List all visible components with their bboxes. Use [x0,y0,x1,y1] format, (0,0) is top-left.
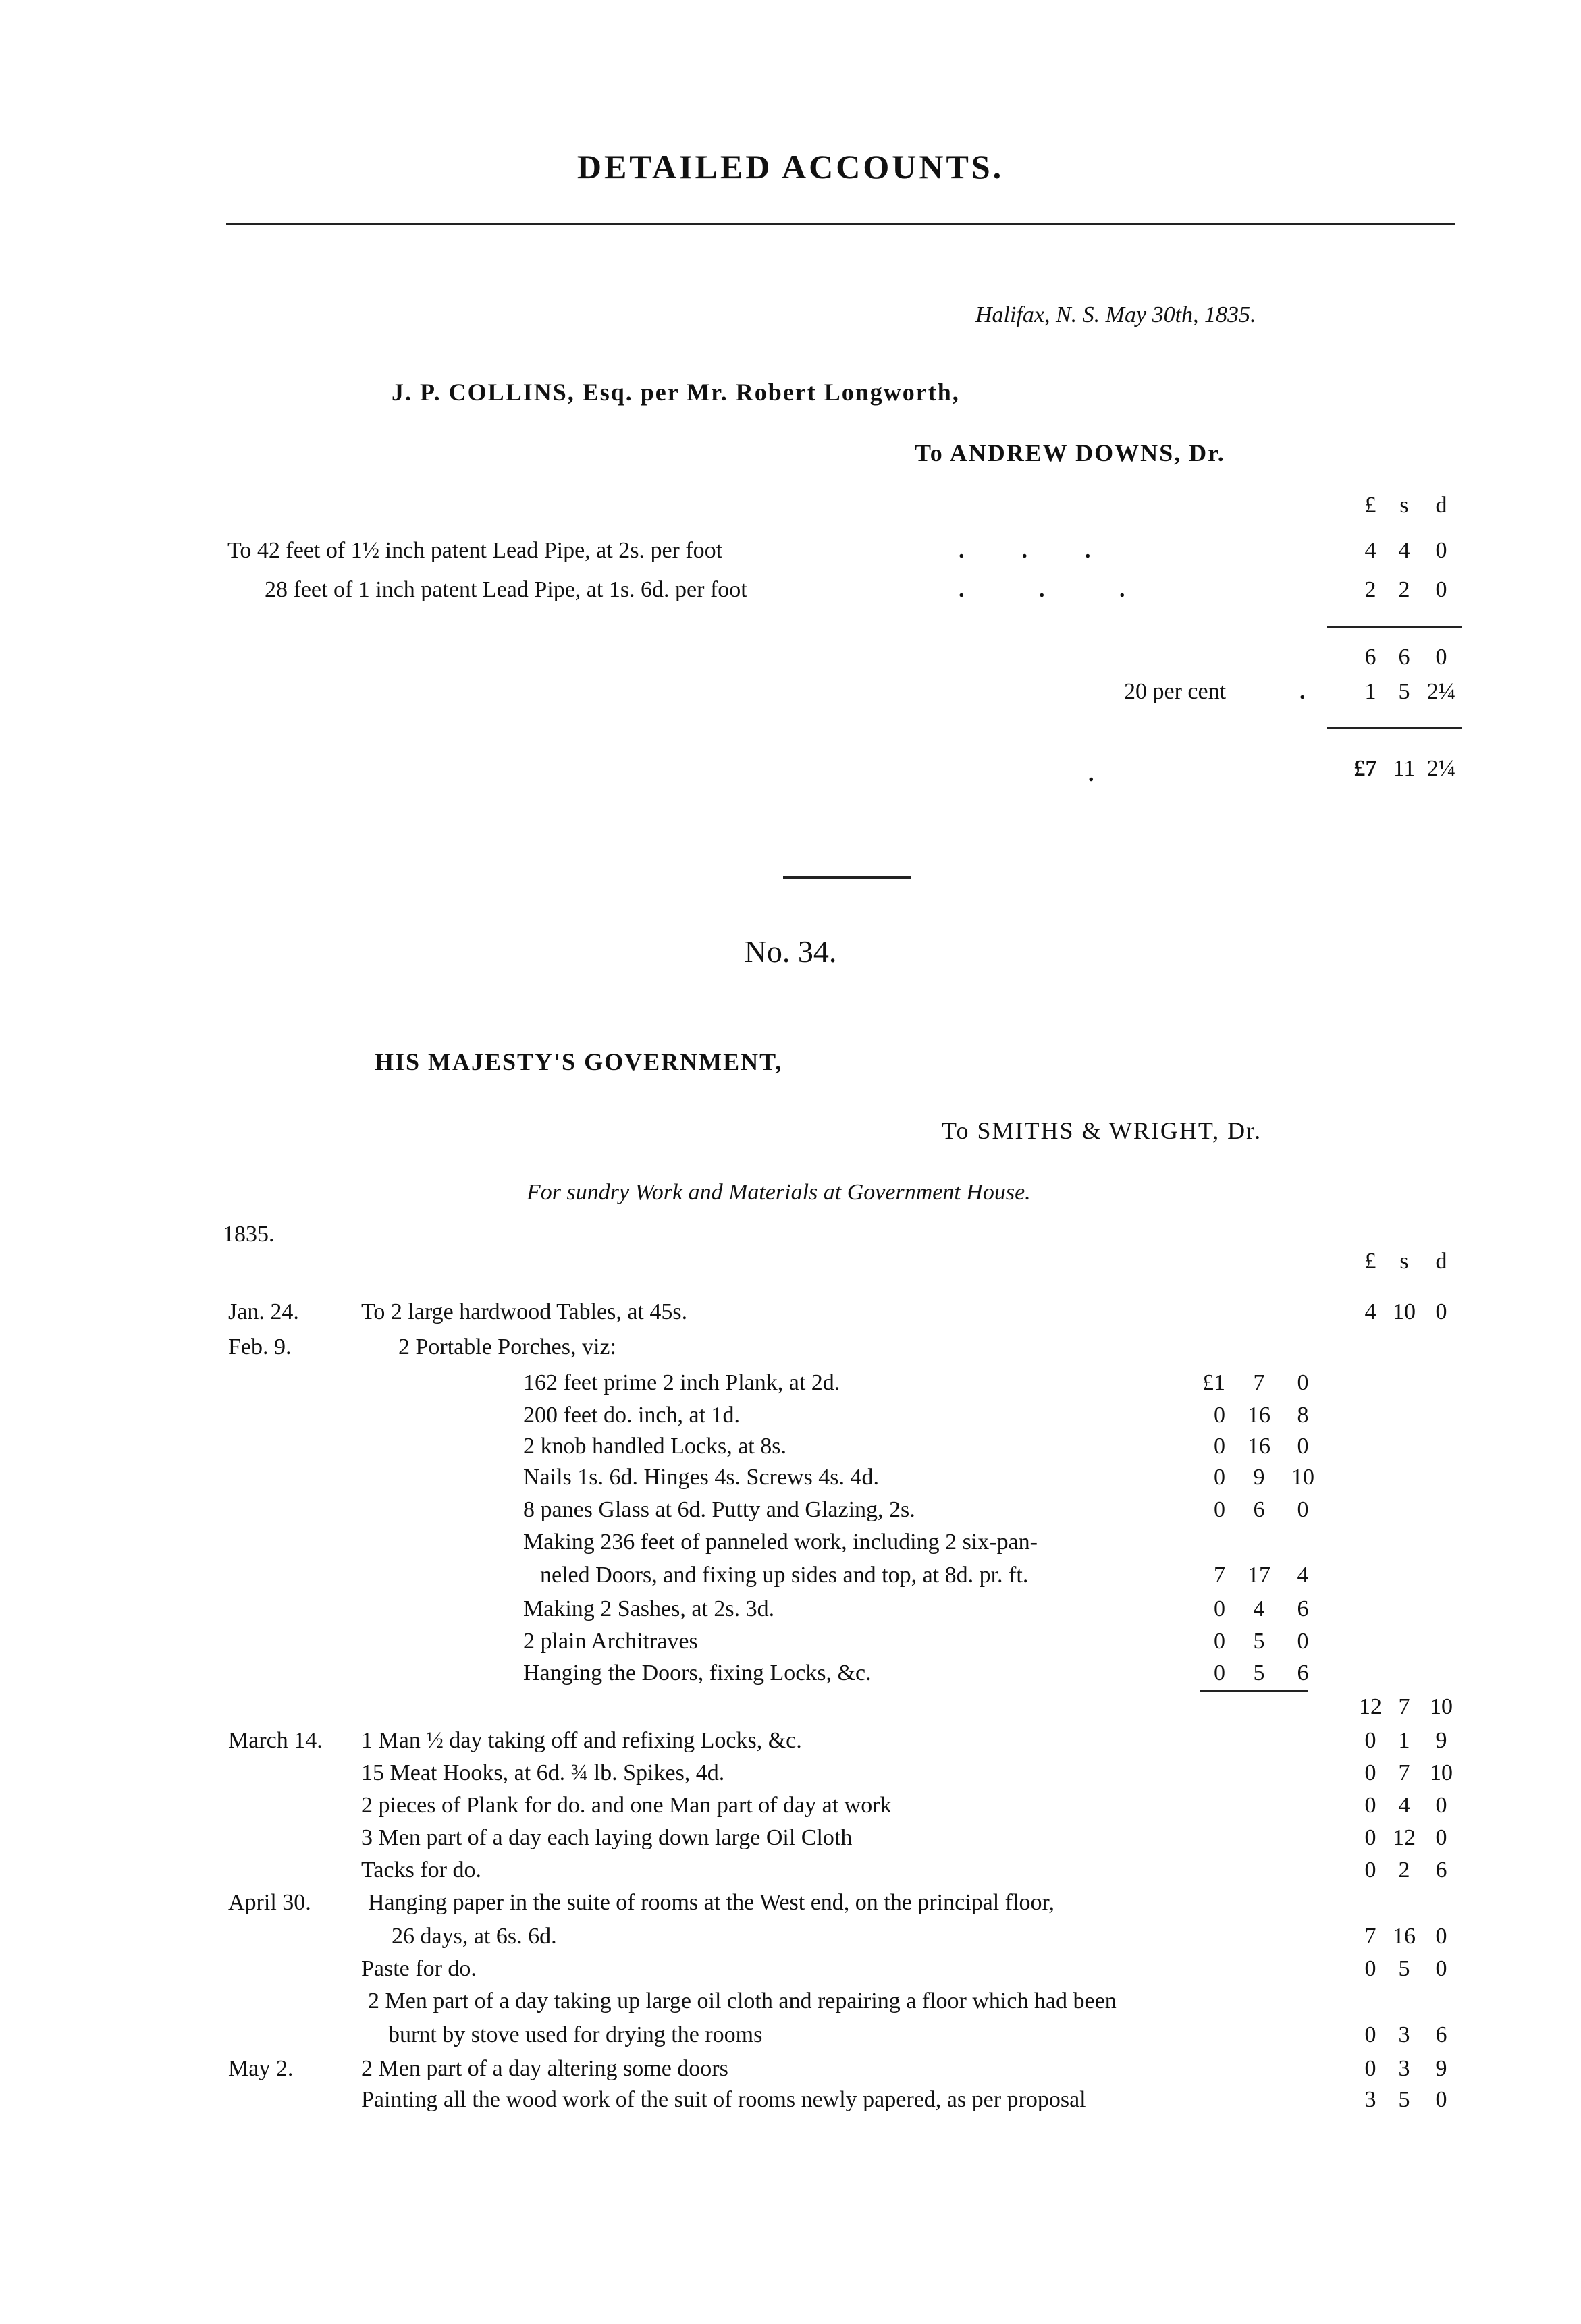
item-pence: 10 [1291,1465,1314,1490]
item-pounds: 0 [1214,1629,1225,1654]
sum-rule [1200,1690,1308,1692]
percent-pence: 2¼ [1426,679,1456,704]
row-date: May 2. [228,2056,294,2081]
row-description: Tacks for do. [361,1858,481,1883]
amount-shillings: 4 [1398,538,1410,563]
row-description: 8 panes Glass at 6d. Putty and Glazing, 2s. [523,1497,915,1522]
item-line: To 42 feet of 1½ inch patent Lead Pipe, at 2s. per foot [227,538,723,563]
amount-pence: 9 [1435,2056,1447,2081]
row-description: Making 2 Sashes, at 2s. 3d. [523,1596,775,1621]
row-description: 2 pieces of Plank for do. and one Man part of day at work [361,1793,892,1818]
item-pence: 0 [1297,1370,1309,1395]
col-header-pounds: £ [1364,1249,1376,1274]
amount-pounds: 3 [1364,2087,1376,2112]
amount-pence: 0 [1435,1956,1447,1981]
amount-pence: 6 [1435,1858,1447,1883]
amount-pence: 0 [1435,1924,1447,1949]
amount-pounds: 12 [1359,1694,1382,1719]
debtor-name: J. P. COLLINS, Esq. per Mr. Robert Longworth, [392,379,960,406]
item-pence: 6 [1297,1660,1309,1685]
amount-shillings: 1 [1398,1728,1410,1753]
amount-pence: 0 [1435,1793,1447,1818]
item-pounds: 0 [1214,1596,1225,1621]
row-date: Jan. 24. [228,1299,299,1324]
amount-pounds: 0 [1364,1825,1376,1850]
sum-rule [1327,626,1462,628]
row-description: 15 Meat Hooks, at 6d. ¾ lb. Spikes, 4d. [361,1760,725,1785]
row-description: To 2 large hardwood Tables, at 45s. [361,1299,688,1324]
item-pence: 6 [1297,1596,1309,1621]
leader-dots: . [1299,679,1306,704]
amount-shillings: 7 [1398,1694,1410,1719]
row-description: neled Doors, and fixing up sides and top, at 8d. pr. ft. [540,1563,1029,1588]
creditor-name: To ANDREW DOWNS, Dr. [915,439,1225,466]
section-divider [783,876,911,879]
amount-pence: 10 [1430,1694,1453,1719]
item-pence: 0 [1297,1434,1309,1459]
percent-shillings: 5 [1398,679,1410,704]
row-description: Hanging paper in the suite of rooms at the West end, on the principal floor, [368,1890,1054,1915]
percent-label: 20 per cent [1124,679,1227,704]
amount-pence: 0 [1435,1299,1447,1324]
item-pounds: 7 [1214,1563,1225,1588]
item-shillings: 4 [1253,1596,1265,1621]
item-pence: 4 [1297,1563,1309,1588]
subtotal-pence: 0 [1435,645,1447,670]
row-description: Making 236 feet of panneled work, including 2 six-pan- [523,1530,1038,1555]
amount-shillings: 5 [1398,2087,1410,2112]
total-pounds: £7 [1354,756,1377,781]
amount-pence: 6 [1435,2022,1447,2047]
amount-pounds: 7 [1364,1924,1376,1949]
leader-dots: . [1088,761,1094,786]
amount-shillings: 12 [1393,1825,1416,1850]
amount-pence: 0 [1435,538,1447,563]
amount-shillings: 2 [1398,577,1410,602]
col-header-shillings: s [1399,1249,1409,1274]
col-header-pence: d [1435,493,1447,518]
percent-pounds: 1 [1364,679,1376,704]
amount-pounds: 4 [1364,538,1376,563]
amount-pence: 9 [1435,1728,1447,1753]
amount-shillings: 5 [1398,1956,1410,1981]
amount-pounds: 0 [1364,1760,1376,1785]
row-description: 2 knob handled Locks, at 8s. [523,1434,786,1459]
row-description: 2 Men part of a day taking up large oil cloth and repairing a floor which had been [368,1989,1117,2014]
row-description: Painting all the wood work of the suit of rooms newly papered, as per proposal [361,2087,1086,2112]
subtotal-pounds: 6 [1364,645,1376,670]
item-pounds: 0 [1214,1403,1225,1428]
item-pence: 0 [1297,1497,1309,1522]
amount-shillings: 3 [1398,2022,1410,2047]
item-pounds: 0 [1214,1497,1225,1522]
amount-pounds: 2 [1364,577,1376,602]
item-shillings: 5 [1253,1660,1265,1685]
row-description: burnt by stove used for drying the rooms [388,2022,763,2047]
col-header-pounds: £ [1364,493,1376,518]
amount-shillings: 10 [1393,1299,1416,1324]
row-date: March 14. [228,1728,323,1753]
amount-pounds: 0 [1364,1793,1376,1818]
amount-pence: 0 [1435,577,1447,602]
row-description: Nails 1s. 6d. Hinges 4s. Screws 4s. 4d. [523,1465,879,1490]
item-shillings: 9 [1253,1465,1265,1490]
row-description: 1 Man ½ day taking off and refixing Locks, &c. [361,1728,802,1753]
amount-shillings: 2 [1398,1858,1410,1883]
item-pounds: 0 [1214,1434,1225,1459]
item-line: 28 feet of 1 inch patent Lead Pipe, at 1s. 6d. per foot [265,577,747,602]
total-shillings: 11 [1393,756,1416,781]
item-pounds: 0 [1214,1465,1225,1490]
col-header-shillings: s [1399,493,1409,518]
col-header-pence: d [1435,1249,1447,1274]
account-number: No. 34. [744,934,837,969]
amount-pounds: 0 [1364,1858,1376,1883]
item-pounds: £1 [1202,1370,1225,1395]
item-shillings: 7 [1253,1370,1265,1395]
row-description: 2 Portable Porches, viz: [398,1334,616,1359]
amount-pence: 0 [1435,1825,1447,1850]
amount-shillings: 7 [1398,1760,1410,1785]
row-description: 2 plain Architraves [523,1629,698,1654]
row-description: 3 Men part of a day each laying down large Oil Cloth [361,1825,853,1850]
row-description: Hanging the Doors, fixing Locks, &c. [523,1660,872,1685]
amount-pounds: 0 [1364,2056,1376,2081]
header-divider [226,223,1455,225]
sum-rule [1327,727,1462,729]
item-shillings: 6 [1253,1497,1265,1522]
amount-pence: 0 [1435,2087,1447,2112]
row-description: 2 Men part of a day altering some doors [361,2056,728,2081]
amount-pounds: 4 [1364,1299,1376,1324]
amount-pounds: 0 [1364,1728,1376,1753]
amount-pounds: 0 [1364,1956,1376,1981]
item-pence: 8 [1297,1403,1309,1428]
item-shillings: 16 [1248,1434,1270,1459]
creditor-name: To SMITHS & WRIGHT, Dr. [942,1117,1262,1144]
item-shillings: 17 [1248,1563,1270,1588]
leader-dots: . . . [959,577,1125,602]
row-date: Feb. 9. [228,1334,292,1359]
subtotal-shillings: 6 [1398,645,1410,670]
amount-shillings: 3 [1398,2056,1410,2081]
item-shillings: 16 [1248,1403,1270,1428]
debtor-name: HIS MAJESTY'S GOVERNMENT, [375,1048,783,1075]
row-description: 162 feet prime 2 inch Plank, at 2d. [523,1370,840,1395]
item-shillings: 5 [1253,1629,1265,1654]
row-description: 200 feet do. inch, at 1d. [523,1403,741,1428]
row-date: April 30. [228,1890,311,1915]
account-subtitle: For sundry Work and Materials at Government House. [527,1180,1031,1205]
row-description: 26 days, at 6s. 6d. [392,1924,557,1949]
item-pence: 0 [1297,1629,1309,1654]
amount-pounds: 0 [1364,2022,1376,2047]
page-title: DETAILED ACCOUNTS. [577,148,1004,186]
place-date: Halifax, N. S. May 30th, 1835. [975,302,1256,327]
leader-dots: . . . [959,538,1091,563]
item-pounds: 0 [1214,1660,1225,1685]
amount-shillings: 16 [1393,1924,1416,1949]
account-year: 1835. [223,1222,275,1247]
amount-shillings: 4 [1398,1793,1410,1818]
row-description: Paste for do. [361,1956,477,1981]
total-pence: 2¼ [1426,756,1456,781]
amount-pence: 10 [1430,1760,1453,1785]
